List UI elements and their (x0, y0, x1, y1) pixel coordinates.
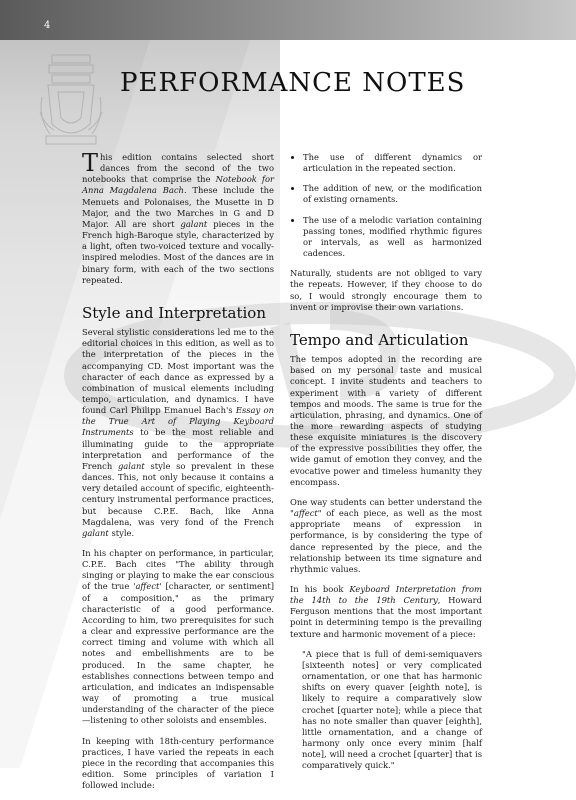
style-paragraph-3: In keeping with 18th-century performance practices, I have varied the repeats in each piece in the recording that accompanies this edition. Some principles of variation I followed include: (82, 735, 274, 791)
after-list-paragraph: Naturally, students are not obliged to vary the repeats. However, if they choose to do so, I would strongly encourage them to invent or improvise their own variations. (290, 268, 482, 312)
tempo-paragraph-3: In his book Keyboard Interpretation from the 14th to the 19th Century, Howard Ferguson mentions that the most important point in determining tempo is the prevailing texture and harmonic movement of a piece: (290, 584, 482, 639)
list-item: • The addition of new, or the modification of existing ornaments. (303, 183, 482, 205)
tempo-paragraph-1: The tempos adopted in the recording are based on my personal taste and musical concept. I invite students and teachers to experiment with a variety of different tempos and moods. The same is true for the articulation, phrasing, and dynamics. One of the more rewarding aspects of studying these exquisite miniatures is the discovery of the expressive possibilities they offer, the wide gamut of emotion they convey, and the evocative power and timeless humanity they encompass. (290, 354, 482, 487)
intro-paragraph: This edition contains selected short dances from the second of the two notebooks that comprise the Notebook for Anna Magdalena Bach. These include the Menuets and Polonaises, the Musette in D Major, and the two Marches in G and D Major. All are short galant pieces in the French high-Baroque style, characterized by a light, often two-voiced texture and vocally-inspired melodies. Most of the dances are in binary form, with each of the two sections repeated. (82, 149, 275, 285)
list-item: • The use of different dynamics or articulation in the repeated section. (303, 152, 482, 174)
drop-cap: T (82, 149, 99, 177)
header-band (0, 0, 576, 40)
tempo-heading: Tempo and Articulation (290, 330, 469, 349)
right-column (290, 152, 482, 772)
page-number: 4 (44, 20, 51, 31)
style-paragraph-2: In his chapter on performance, in particular, C.P.E. Bach cites "The ability through singing or playing to make the ear conscious of the true 'affect' [character, or sentiment] of a composition," as the primary characteristic of a good performance. According to him, two prerequisites for such a clear and expressive performance are the correct timing and volume with which all notes and embellishments are to be produced. In the same chapter, he establishes connections between tempo and articulation, and indicates an indispensable way of promoting a true musical understanding of the character of the piece—listening to other soloists and ensembles. (82, 548, 274, 726)
crest-emblem-icon (38, 52, 104, 148)
tempo-paragraph-2: One way students can better understand the "affect" of each piece, as well as the most appropriate means of expression in performance, is by considering the type of dance represented by the piece, and the relationship between its time signature and rhythmic values. (290, 496, 482, 574)
left-column (82, 149, 275, 800)
page-title: PERFORMANCE NOTES (120, 68, 466, 98)
style-paragraph-1: Several stylistic considerations led me to the editorial choices in this edition, as well as to the interpretation of the pieces in the accompanying CD. Most important was the character of each dance as expressed by a combination of musical elements including tempo, articulation, and dynamics. I have found Carl Philipp Emanuel Bach's Essay on the True Art of Playing Keyboard Instruments to be the most reliable and illuminating guide to the appropriate interpretation and performance of the French galant style so prevalent in these dances. This, not only because it contains a very detailed account of specific, eighteenth-century instrumental performance practices, but because C.P.E. Bach, like Anna Magdalena, was very fond of the French galant style. (82, 327, 274, 538)
style-heading: Style and Interpretation (82, 303, 266, 322)
ferguson-quote: "A piece that is full of demi-semiquavers [sixteenth notes] or very complicated ornamentation, or one that has harmonic shifts on every quaver [eighth note], is likely to require a comparatively slow crochet [quarter note]; while a piece that has no note smaller than quaver [eighth], little ornamentation, and a change of harmony only once every minim [half note], will need a crochet [quarter] that is comparatively quick." (302, 648, 482, 771)
list-item: • The use of a melodic variation containing passing tones, modified rhythmic figures or intervals, as well as harmonized cadences. (303, 215, 482, 260)
variation-list (290, 152, 482, 259)
